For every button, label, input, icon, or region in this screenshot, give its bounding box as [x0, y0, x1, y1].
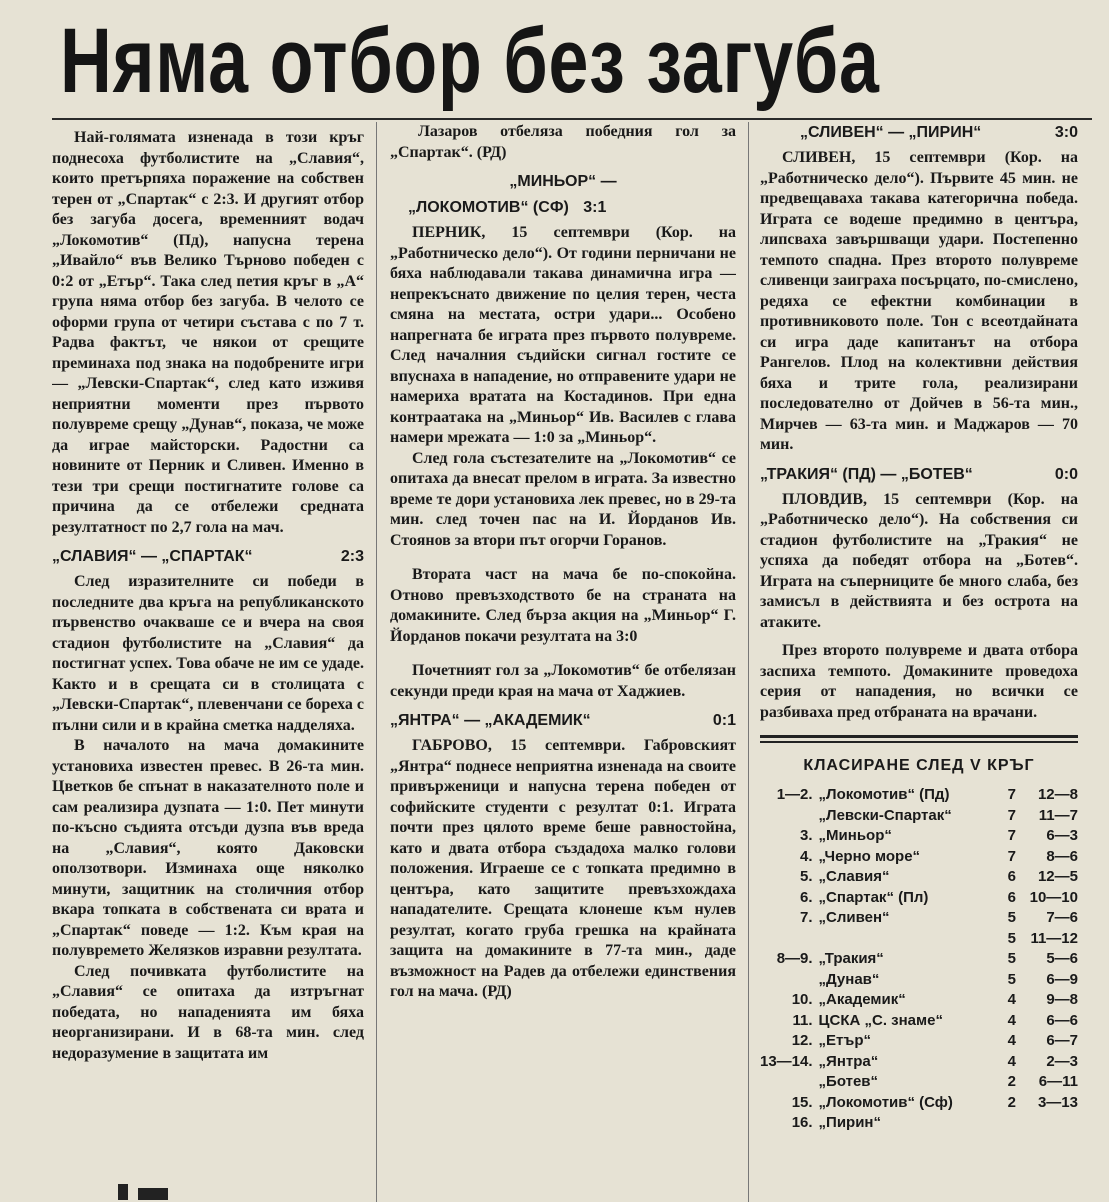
standings-position: 11.	[792, 1011, 813, 1029]
standings-team: „Пирин“	[818, 1114, 881, 1131]
standings-row	[760, 929, 1078, 950]
match-teams: „СЛИВЕН“ — „ПИРИН“	[800, 124, 982, 141]
standings-row	[760, 1011, 1078, 1032]
standings-points: 7	[1007, 827, 1016, 844]
standings-rule	[760, 735, 1078, 743]
standings-row	[760, 908, 1078, 929]
article-paragraph: След гола състезателите на „Локомотив“ се опитаха да внесат прелом в играта. За известно време те дори установиха лек превес, но в 29-та мин. след точен пас на И. Йорданов Ив. Стоянов за втори път огорчи Горанов.	[390, 449, 736, 549]
standings-points: 5	[1007, 909, 1016, 926]
standings-team: „Левски-Спартак“	[818, 806, 952, 824]
intro-paragraph: Най-голямата изненада в този кръг поднесоха футболистите на „Славия“, които претърпяха поражение на собствен терен от „Спартак“ с 2:3. И другият отбор без загуба досега, временният водач „Локомотив“ (Пд), напусна терена „Ивайло“ във Велико Търново победен с 0:2 от „Етър“. Така след петия кръг в „А“ група няма отбор без загуба. В челото се оформи група от четири състава с по 7 т. Радва фактът, че някои от срещите преминаха под знака на подобрените игри — „Левски-Спартак“, след като изживя неприятни моменти през първото полувреме срещу „Дунав“, показа, че може да играе майсторски. Радостни са новините от Перник и Сливен. Именно в тези три срещи постигнатите голове са причина да се отбележи средната резултатност по 2,7 гола на мач.	[52, 129, 364, 536]
standings-points	[990, 1113, 1016, 1134]
column-divider	[376, 122, 377, 1202]
standings-row	[760, 1052, 1078, 1073]
standings-goals: 8—6	[1046, 847, 1078, 865]
standings-goals: 9—8	[1046, 991, 1078, 1008]
standings-team: „Миньор“	[818, 827, 892, 844]
standings-position: 7.	[800, 909, 813, 926]
standings-row	[760, 806, 1078, 827]
match-heading-sliven-pirin	[760, 122, 1078, 144]
match-score: 0:1	[712, 712, 736, 729]
standings-row	[760, 847, 1078, 868]
standings-position: 13—14.	[760, 1052, 813, 1070]
standings-position: 10.	[791, 991, 813, 1008]
standings-position	[760, 1072, 819, 1093]
standings-title: КЛАСИРАНЕ СЛЕД V КРЪГ	[803, 757, 1035, 774]
standings-goals: 11—12	[1030, 929, 1078, 947]
standings-team: „Тракия“	[818, 950, 884, 967]
standings-team: „Етър“	[818, 1032, 871, 1049]
match-heading-yantra-akademik	[390, 710, 736, 732]
standings-position: 5.	[800, 868, 813, 885]
standings-goals: 6—3	[1046, 827, 1078, 844]
standings-points: 2	[1007, 1093, 1016, 1111]
match-heading-trakia-botev	[760, 464, 1078, 486]
standings-goals: 6—6	[1046, 1011, 1078, 1029]
standings-table	[760, 785, 1078, 1134]
column-3	[760, 122, 1078, 1200]
column-1	[52, 122, 364, 1200]
standings-goals: 11—7	[1038, 806, 1078, 824]
standings-goals: 10—10	[1029, 888, 1078, 906]
match-teams: „ТРАКИЯ“ (ПД) — „БОТЕВ“	[760, 465, 973, 483]
match-teams: „ЛОКОМОТИВ“ (СФ)	[408, 199, 569, 216]
standings-points: 7	[1007, 847, 1016, 865]
standings-goals: 6—11	[1038, 1073, 1078, 1090]
standings-position: 4.	[800, 847, 813, 865]
standings-position: 12.	[791, 1032, 813, 1049]
standings-points: 5	[1007, 929, 1016, 947]
article-paragraph: След почивката футболистите на „Славия“ се опитаха да изтръгнат победата, но нападенията им бяха неорганизирани. И в 68-та мин. след недоразумение в защитата им	[52, 962, 364, 1062]
article-paragraph: Втората част на мача бе по-спокойна. Отново превъзходството бе на страната на домакините. След бърза акция на „Миньор“ Г. Йорданов покачи резултата на 3:0	[390, 566, 736, 645]
article-paragraph: През второто полувреме и двата отбора заспиха темпото. Домакините проведоха серия от нападения, но всички се разбиваха пред отбраната на врачани.	[760, 642, 1078, 721]
standings-points: 6	[1007, 888, 1016, 906]
standings-row	[760, 970, 1078, 991]
match-score: 3:1	[583, 199, 607, 216]
standings-goals: 12—8	[1037, 786, 1078, 803]
standings-goals: 2—3	[1046, 1052, 1078, 1070]
standings-team: „Черно море“	[818, 847, 921, 865]
article-paragraph: ПЛОВДИВ, 15 септември (Кор. на „Работническо дело“). На собствения си стадион футболистите на „Тракия“ не успяха да победят отбора на „Ботев“. Играта на съперниците бе много слаба, без замисъл в действията и без острота на атаките.	[760, 490, 1078, 631]
match-score: 3:0	[1054, 124, 1078, 141]
match-heading-minyor	[390, 171, 736, 193]
article-paragraph: Лазаров отбеляза победния гол за „Спартак“. (РД)	[390, 123, 736, 161]
standings-row	[760, 1093, 1078, 1114]
standings-goals: 3—13	[1037, 1093, 1078, 1111]
standings-points: 4	[1007, 991, 1016, 1008]
standings-team: „Академик“	[818, 991, 906, 1008]
article-paragraph: В началото на мача домакините установиха известен превес. В 26-та мин. Цветков бе спънат в наказателното поле и сам реализира дузпата — 1:0. Пет минути по-късно съдията отсъди дузпа във вреда на „Славия“, която Даковски оползотвори. Изминаха още няколко минути, защитник на столичния отбор вкара топката в собствената си врата и „Спартак“ поведе — 1:2. Към края на полувремето Желязков изравни резултата.	[52, 737, 364, 959]
column-divider	[748, 122, 749, 1202]
standings-points: 5	[1007, 950, 1016, 967]
standings-team: „Сливен“	[818, 909, 890, 926]
article-paragraph: ПЕРНИК, 15 септември (Кор. на „Работническо дело“). От години перничани не бяха наблюдавали такава динамична игра — непрекъснато движение по целия терен, честа смяна на местата, остри удари... Особено напрегната бе играта през първото полувреме. След началния съдийски сигнал гостите се впуснаха в нападение, но отправените удари не намериха вратата на Костадинов. При една контраатака на „Миньор“ Ив. Василев с глава намери мрежата — 1:0 за „Миньор“.	[390, 224, 736, 446]
standings-team: „Локомотив“ (Сф)	[818, 1093, 953, 1111]
headline-rule	[52, 118, 1092, 120]
standings-points: 4	[1007, 1032, 1016, 1049]
standings-row	[760, 867, 1078, 888]
standings-team: „Славия“	[818, 868, 890, 885]
standings-team: „Локомотив“ (Пд)	[818, 786, 950, 803]
page-headline: Няма отбор без загуба	[60, 10, 880, 112]
match-score: 2:3	[340, 548, 364, 565]
article-paragraph: След изразителните си победи в последните два кръга на републиканското първенство очакваше се и вчера на своя стадион футболистите на „Славия“ да постигнат успех. Това обаче не им се удаде. Както и в срещата си в столицата с „Левски-Спартак“, плевенчани се бореха с пълни сили и в крайна сметка надделяха.	[52, 573, 364, 734]
standings-row	[760, 990, 1078, 1011]
standings-points: 4	[1007, 1011, 1016, 1029]
standings-row	[760, 888, 1078, 909]
standings-team: „Дунав“	[818, 970, 880, 988]
standings-row	[760, 1072, 1078, 1093]
standings-position	[760, 806, 819, 827]
standings-position	[760, 970, 819, 991]
standings-row	[760, 826, 1078, 847]
standings-team: „Ботев“	[818, 1073, 879, 1090]
standings-team: ЦСКА „С. знаме“	[818, 1011, 943, 1029]
match-heading-lokomotiv	[390, 197, 736, 219]
article-paragraph: СЛИВЕН, 15 септември (Кор. на „Работническо дело“). Първите 45 мин. не предвещаваха такава категорична победа. Играта се водеше предимно в центъра, липсваха завършващи удари. Постепенно темпото спадна. През второто полувреме сливенци заиграха посърцато, по-смислено, редяха се ефектни комбинации в противниковото поле. Тон с всеотдайната си игра даде капитанът на отбора Рангелов. Плод на колективни действия бяха и трите гола, реализирани последователно от Дойчев в 56-та мин., Мирчев — 63-та мин. и Маджаров — 70 мин.	[760, 149, 1078, 453]
standings-position: 3.	[800, 827, 813, 844]
standings-points: 4	[1007, 1052, 1016, 1070]
standings-points: 5	[1007, 970, 1016, 988]
standings-row	[760, 1031, 1078, 1052]
standings-points: 7	[1007, 806, 1016, 824]
match-teams: „СЛАВИЯ“ — „СПАРТАК“	[52, 548, 253, 565]
standings-team	[819, 929, 990, 950]
standings-goals: 5—6	[1046, 950, 1078, 967]
standings-row	[760, 1113, 1078, 1134]
standings-team: „Спартак“ (Пл)	[818, 888, 929, 906]
standings-goals: 6—9	[1046, 970, 1078, 988]
standings-row	[760, 785, 1078, 806]
standings-points: 7	[1007, 786, 1016, 803]
match-teams: „ЯНТРА“ — „АКАДЕМИК“	[390, 712, 591, 729]
article-paragraph: ГАБРОВО, 15 септември. Габровският „Янтра“ поднесе неприятна изненада на своите привърженици и напусна терена победен от софийските студенти с резултат 0:1. Играта почти през цялото време беше равностойна, като и двата отбора създадоха малко голови положения. Играеше се с топката предимно в центъра, като защитите превъзхождаха нападателите. Срещата клонеше към нулев резултат, когато груба грешка на крайната защита на домакините в 77-та мин., даде възможност на Радев да отбележи единствения гол на мача. (РД)	[390, 737, 736, 1000]
match-heading-slavia-spartak	[52, 546, 364, 568]
standings-position: 15.	[791, 1093, 813, 1111]
match-score: 0:0	[1054, 465, 1078, 483]
standings-team: „Янтра“	[818, 1052, 879, 1070]
standings-goals	[1016, 1113, 1078, 1134]
standings-points: 2	[1007, 1073, 1016, 1090]
column-2	[390, 122, 736, 1200]
standings-position: 1—2.	[776, 786, 813, 803]
standings-goals: 7—6	[1046, 909, 1078, 926]
next-headline-fragment-icon	[118, 1178, 228, 1200]
standings-goals: 12—5	[1037, 868, 1078, 885]
standings-points: 6	[1007, 868, 1016, 885]
standings-position	[760, 929, 819, 950]
standings-position: 6.	[800, 888, 813, 906]
article-paragraph: Почетният гол за „Локомотив“ бе отбелязан секунди преди края на мача от Хаджиев.	[390, 662, 736, 700]
match-teams: „МИНЬОР“ —	[509, 173, 617, 190]
standings-position: 16.	[791, 1114, 813, 1131]
standings-row	[760, 949, 1078, 970]
standings-position: 8—9.	[776, 950, 813, 967]
standings-goals: 6—7	[1046, 1032, 1078, 1049]
